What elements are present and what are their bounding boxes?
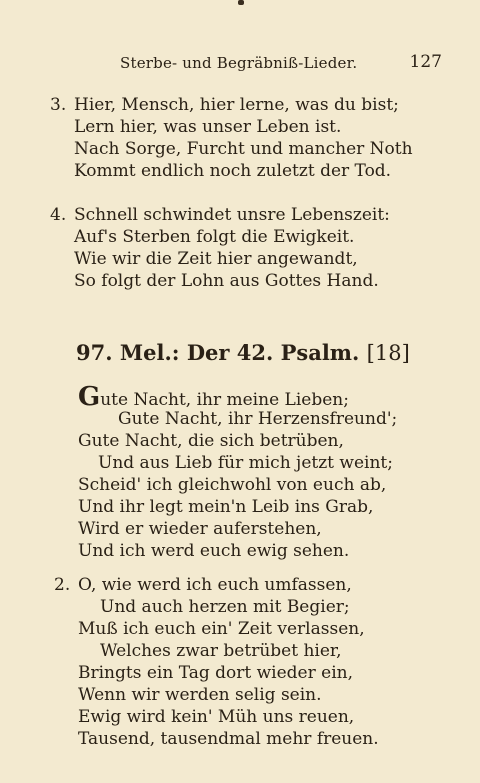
stanza-line: Nach Sorge, Furcht und mancher Noth: [74, 139, 413, 159]
hymn-reference: [18]: [366, 341, 410, 365]
stanza-number: 2.: [54, 575, 71, 595]
stanza-line: Muß ich euch ein' Zeit verlassen,: [78, 619, 365, 639]
drop-cap: G: [78, 382, 101, 412]
stanza-line: Wie wir die Zeit hier angewandt,: [74, 249, 358, 269]
stanza-line: 4. Schnell schwindet unsre Lebenszeit:: [50, 205, 390, 225]
stanza-line: Und aus Lieb für mich jetzt weint;: [98, 453, 393, 473]
ink-mark: [238, 0, 244, 5]
hymn-stanza-1: [78, 382, 398, 562]
hymn-number: 97.: [76, 340, 113, 365]
stanza-line: Gute Nacht, ihr Herzensfreund';: [118, 409, 398, 429]
stanza-line: Bringts ein Tag dort wieder ein,: [78, 663, 353, 683]
hymn-melody: Mel.: Der 42. Psalm.: [119, 340, 360, 365]
stanza-line: Tausend, tausendmal mehr freuen.: [78, 729, 379, 749]
stanza-line: Welches zwar betrübet hier,: [100, 641, 342, 661]
stanza-4: [50, 204, 390, 292]
stanza-line: So folgt der Lohn aus Gottes Hand.: [74, 271, 379, 291]
stanza-line: Gute Nacht, die sich betrüben,: [78, 431, 344, 451]
stanza-line: Wenn wir werden selig sein.: [78, 685, 322, 705]
page-header: [120, 54, 442, 74]
hymn-stanza-2: [54, 574, 379, 750]
stanza-line: Und ich werd euch ewig sehen.: [78, 541, 350, 561]
hymn-heading: [76, 340, 410, 365]
running-title: Sterbe- und Begräbniß-Lieder.: [120, 54, 358, 72]
stanza-line: Und auch herzen mit Begier;: [100, 597, 350, 617]
stanza-line: Lern hier, was unser Leben ist.: [74, 117, 342, 137]
stanza-line: 2. O, wie werd ich euch umfassen,: [54, 575, 352, 595]
stanza-line: Gute Nacht, ihr meine Lieben;: [78, 382, 349, 412]
stanza-line: Auf's Sterben folgt die Ewigkeit.: [74, 227, 355, 247]
page-number: 127: [409, 52, 442, 72]
stanza-line: Scheid' ich gleichwohl von euch ab,: [78, 475, 387, 495]
stanza-line: Ewig wird kein' Müh uns reuen,: [78, 707, 355, 727]
stanza-line: Und ihr legt mein'n Leib ins Grab,: [78, 497, 374, 517]
stanza-number: 4.: [50, 205, 67, 225]
stanza-line: Wird er wieder auferstehen,: [78, 519, 322, 539]
stanza-3: [50, 94, 413, 182]
stanza-number: 3.: [50, 95, 67, 115]
stanza-line: Kommt endlich noch zuletzt der Tod.: [74, 161, 392, 181]
stanza-line: 3. Hier, Mensch, hier lerne, was du bist;: [50, 95, 399, 115]
